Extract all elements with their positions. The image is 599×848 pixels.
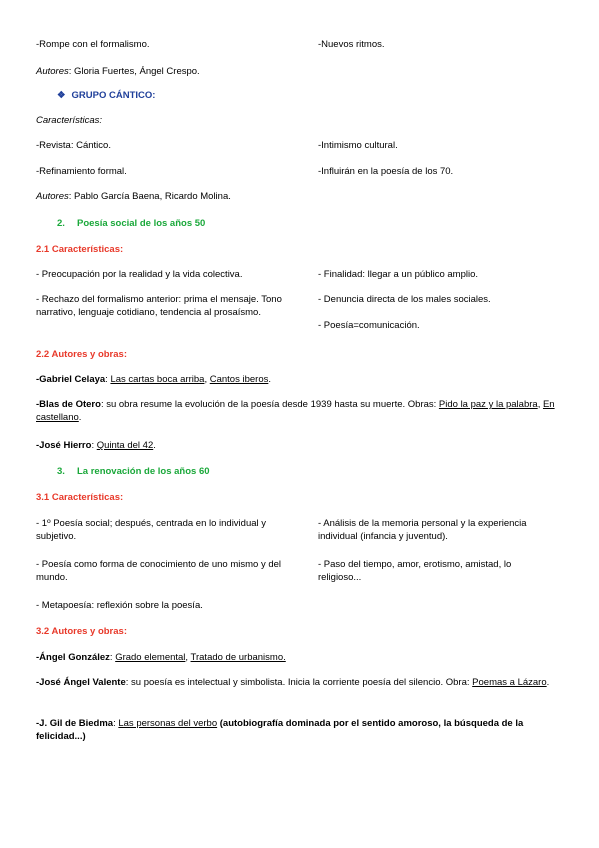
authors-label: Autores (36, 191, 69, 202)
text-line: -Refinamiento formal. (36, 166, 127, 177)
author-name: -J. Gil de Biedma (36, 718, 114, 729)
authors-value: : Pablo García Baena, Ricardo Molina. (68, 191, 231, 202)
author-entry: -José Hierro: Quinta del 42. (36, 440, 156, 451)
text-line: -Intimismo cultural. (318, 140, 398, 151)
section-number: 2. (57, 218, 65, 229)
section-title: Poesía social de los años 50 (77, 218, 206, 229)
text-line: -Rompe con el formalismo. (36, 39, 150, 50)
work-title: Las cartas boca arriba (110, 374, 205, 385)
author-name: -José Hierro (36, 440, 92, 451)
text-block: - Rechazo del formalismo anterior: prima el mensaje. Tono narrativo, lenguaje cotidiano, tendencia al prosaísmo. (36, 294, 282, 318)
text-line: - Preocupación por la realidad y la vida colectiva. (36, 269, 243, 280)
author-name: -Blas de Otero (36, 399, 101, 410)
subsection-heading: 2.1 Características: (36, 244, 124, 255)
work-title: Tratado de urbanismo. (190, 652, 286, 663)
author-entry: -Ángel González: Grado elemental, Tratado de urbanismo. (36, 652, 286, 663)
group-heading-text: GRUPO CÁNTICO: (71, 90, 156, 101)
authors-value: : Gloria Fuertes, Ángel Crespo. (68, 66, 200, 77)
work-title: En castellano (36, 399, 555, 423)
text-line: - Denuncia directa de los males sociales. (318, 294, 491, 305)
text-line: -Nuevos ritmos. (318, 39, 385, 50)
section-heading (57, 465, 210, 478)
subsection-heading: 3.1 Características: (36, 492, 124, 503)
text-line: - Poesía=comunicación. (318, 320, 420, 331)
work-title: Grado elemental (115, 652, 186, 663)
work-title: Pido la paz y la palabra (438, 399, 538, 410)
author-entry: -Blas de Otero: su obra resume la evolución de la poesía desde 1939 hasta su muerte. Obras: Pido la paz y la palabra, En castellano. (36, 399, 555, 423)
author-entry: -José Ángel Valente: su poesía es intelectual y simbolista. Inicia la corriente poesía del silencio. Obra: Poemas a Lázaro. (36, 677, 550, 688)
work-title: Las personas del verbo (118, 718, 218, 729)
author-description: : su obra resume la evolución de la poesía desde 1939 hasta su muerte. Obras: (100, 399, 437, 410)
text-block: - Análisis de la memoria personal y la experiencia individual (infancia y juventud). (318, 518, 527, 542)
text-line: -Influirán en la poesía de los 70. (318, 166, 454, 177)
author-name: -Ángel González (36, 652, 110, 663)
authors-line (36, 190, 231, 203)
work-title: Poemas a Lázaro (472, 677, 547, 688)
subsection-heading: 3.2 Autores y obras: (36, 626, 127, 637)
authors-label: Autores (36, 66, 69, 77)
section-heading (57, 217, 205, 230)
authors-line (36, 65, 200, 78)
author-name: -Gabriel Celaya (36, 374, 106, 385)
author-entry: -J. Gil de Biedma: Las personas del verbo (autobiografía dominada por el sentido amoroso, la búsqueda de la felicidad...) (36, 718, 524, 742)
work-title: Cantos iberos (209, 374, 269, 385)
work-title: Quinta del 42 (96, 440, 154, 451)
text-block: - Poesía como forma de conocimiento de uno mismo y del mundo. (36, 559, 282, 583)
author-description: : su poesía es intelectual y simbolista. Inicia la corriente poesía del silencio. Obra: (125, 677, 470, 688)
section-title: La renovación de los años 60 (77, 466, 210, 477)
text-block: - 1º Poesía social; después, centrada en lo individual y subjetivo. (36, 518, 267, 542)
subsection-heading: 2.2 Autores y obras: (36, 349, 127, 360)
section-number: 3. (57, 466, 65, 477)
characteristics-label: Características: (36, 115, 102, 126)
diamond-bullet-icon: ❖ (57, 90, 66, 101)
text-block: - Paso del tiempo, amor, erotismo, amistad, lo religioso... (318, 559, 512, 583)
author-entry: -Gabriel Celaya: Las cartas boca arriba, Cantos iberos. (36, 374, 271, 385)
text-line: -Revista: Cántico. (36, 140, 111, 151)
work-description: (autobiografía dominada por el sentido amoroso, la búsqueda de la felicidad...) (36, 718, 524, 742)
author-name: -José Ángel Valente (36, 677, 126, 688)
group-heading (57, 89, 155, 102)
text-line: - Finalidad: llegar a un público amplio. (318, 269, 479, 280)
text-line: - Metapoesía: reflexión sobre la poesía. (36, 600, 203, 611)
